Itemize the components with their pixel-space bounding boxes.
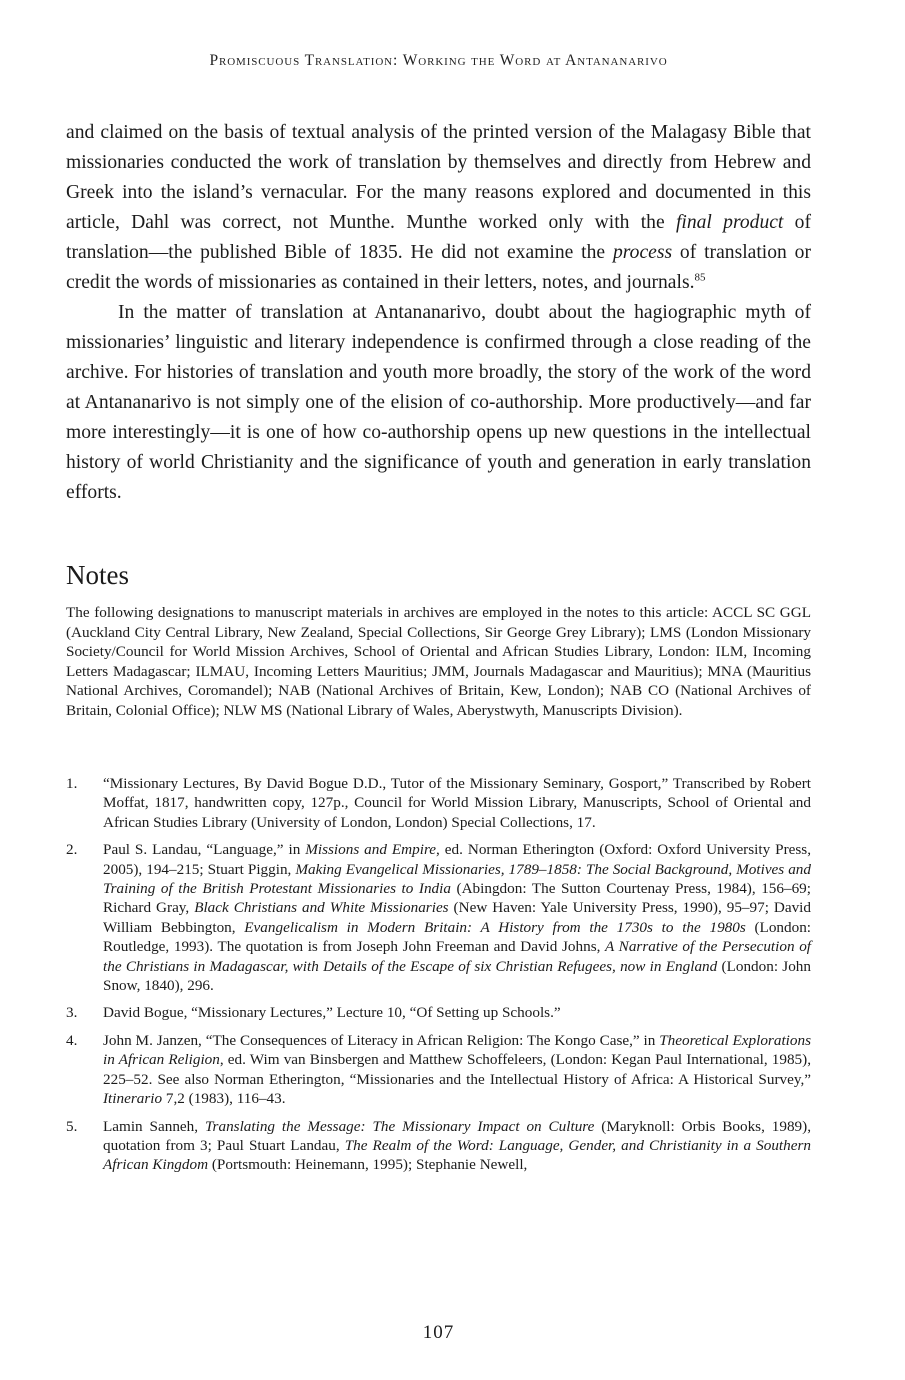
- notes-heading: Notes: [66, 560, 129, 590]
- footnote-text: [103, 1003, 811, 1022]
- body-paragraph: [66, 118, 811, 298]
- italic-title: final product: [675, 212, 784, 233]
- footnote-item: [66, 1117, 811, 1175]
- italic-title: The Realm of the Word: Language, Gender, and Christianity in a Southern African Kingdom: [103, 1136, 811, 1174]
- footnote-ref: 85: [694, 271, 706, 284]
- italic-title: A Narrative of the Persecution of the Christians in Madagascar, with Details of the Escape of six Christian Refugees, now in England: [103, 938, 812, 975]
- footnote-item: [66, 1031, 811, 1109]
- footnote-text: [103, 1031, 811, 1109]
- italic-title: Making Evangelical Missionaries, 1789–1858: The Social Background, Motives and Training of the British Protestant Missionaries to India: [103, 860, 811, 898]
- footnote-number: 1.: [66, 775, 78, 792]
- notes-list: [66, 774, 811, 1183]
- running-head: Promiscuous Translation: Working the Word at Antananarivo: [209, 52, 668, 69]
- text-run: (New Haven: Yale University Press, 1990), 95–97; David William Bebbington,: [103, 899, 811, 936]
- text-run: of translation or credit the words of missionaries as contained in their letters, notes, and journals.: [66, 242, 811, 293]
- italic-title: Evangelicalism in Modern Britain: A History from the 1730s to the 1980s: [244, 918, 746, 936]
- footnote-item: [66, 840, 811, 995]
- text-run: Paul S. Landau, “Language,” in: [103, 841, 306, 859]
- footnote-text: [103, 774, 811, 832]
- italic-title: Black Christians and White Missionaries: [194, 899, 449, 917]
- text-run: (Maryknoll: Orbis Books, 1989), quotation from 3; Paul Stuart Landau,: [103, 1117, 811, 1154]
- footnote-item: [66, 774, 811, 832]
- page-number: 107: [422, 1322, 455, 1343]
- text-run: (Portsmouth: Heinemann, 1995); Stephanie Newell,: [208, 1156, 528, 1174]
- italic-title: Itinerario: [103, 1090, 163, 1108]
- text-run: and claimed on the basis of textual analysis of the printed version of the Malagasy Bible that missionaries conducted the work of translation by themselves and directly from Hebrew and Greek into the island’s vernacular. For the many reasons explored and documented in this article, Dahl was correct, not Munthe. Munthe worked only with the: [66, 122, 811, 233]
- text-run: In the matter of translation at Antananarivo, doubt about the hagiographic myth of missionaries’ linguistic and literary independence is confirmed through a close reading of the archive. For histories of translation and youth more broadly, the story of the work of the word at Antananarivo is not simply one of the elision of co-authorship. More productively—and far more interestingly—it is one of how co-authorship opens up new questions in the intellectual history of world Christianity and the significance of youth and generation in early translation efforts.: [66, 302, 811, 503]
- text-run: (London: John Snow, 1840), 296.: [103, 957, 811, 995]
- footnote-number: 5.: [66, 1117, 78, 1135]
- footnote-number: 4.: [66, 1031, 78, 1049]
- text-run: 7,2 (1983), 116–43.: [162, 1090, 286, 1108]
- footnote-text: [103, 1117, 811, 1175]
- text-run: John M. Janzen, “The Consequences of Literacy in African Religion: The Kongo Case,” in: [103, 1031, 660, 1049]
- italic-title: Theoretical Explorations in African Religion: [103, 1031, 811, 1069]
- text-run: , ed. Norman Etherington (Oxford: Oxford University Press, 2005), 194–215; Stuart Piggin,: [103, 841, 811, 878]
- italic-title: Translating the Message: The Missionary Impact on Culture: [204, 1117, 595, 1135]
- notes-intro: The following designations to manuscript materials in archives are employed in the notes to this article: ACCL SC GGL (Auckland City Central Library, New Zealand, Special Collections, Sir George Grey Library); LMS (London Missionary Society/Council for World Mission Archives, School of Oriental and African Studies Library, London: ILM, Incoming Letters Madagascar; ILMAU, Incoming Letters Mauritius; JMM, Journals Madagascar and Mauritius); MNA (Mauritius National Archives, Coromandel); NAB (National Archives of Britain, Kew, London); NAB CO (National Archives of Britain, Colonial Office); NLW MS (National Library of Wales, Aberystwyth, Manuscripts Division).: [66, 604, 811, 719]
- text-run: “Missionary Lectures, By David Bogue D.D., Tutor of the Missionary Seminary, Gosport,” Transcribed by Robert Moffat, 1817, handwritten copy, 127p., Council for World Mission Library, Manuscripts, School of Oriental and African Studies Library (University of London, London) Special Collections, 17.: [103, 775, 811, 831]
- body-paragraph: [66, 298, 811, 508]
- text-run: (Abingdon: The Sutton Courtenay Press, 1984), 156–69; Richard Gray,: [103, 880, 811, 917]
- footnote-text: [103, 840, 811, 995]
- footnote-number: 2.: [66, 841, 78, 859]
- text-run: , ed. Wim van Binsbergen and Matthew Schoffeleers, (London: Kegan Paul International, 1985), 225–52. See also Norman Etherington, “Missionaries and the Intellectual History of Africa: A Historical Survey,”: [103, 1051, 811, 1088]
- text-run: Lamin Sanneh,: [103, 1117, 205, 1135]
- text-run: of translation—the published Bible of 1835. He did not examine the: [66, 212, 811, 263]
- body-text: [66, 118, 811, 508]
- italic-title: Missions and Empire: [305, 841, 437, 859]
- footnote-item: [66, 1003, 811, 1022]
- footnote-number: 3.: [66, 1004, 78, 1022]
- italic-title: process: [612, 242, 673, 263]
- text-run: David Bogue, “Missionary Lectures,” Lecture 10, “Of Setting up Schools.”: [103, 1004, 561, 1022]
- text-run: (London: Routledge, 1993). The quotation is from Joseph John Freeman and David Johns,: [103, 918, 812, 956]
